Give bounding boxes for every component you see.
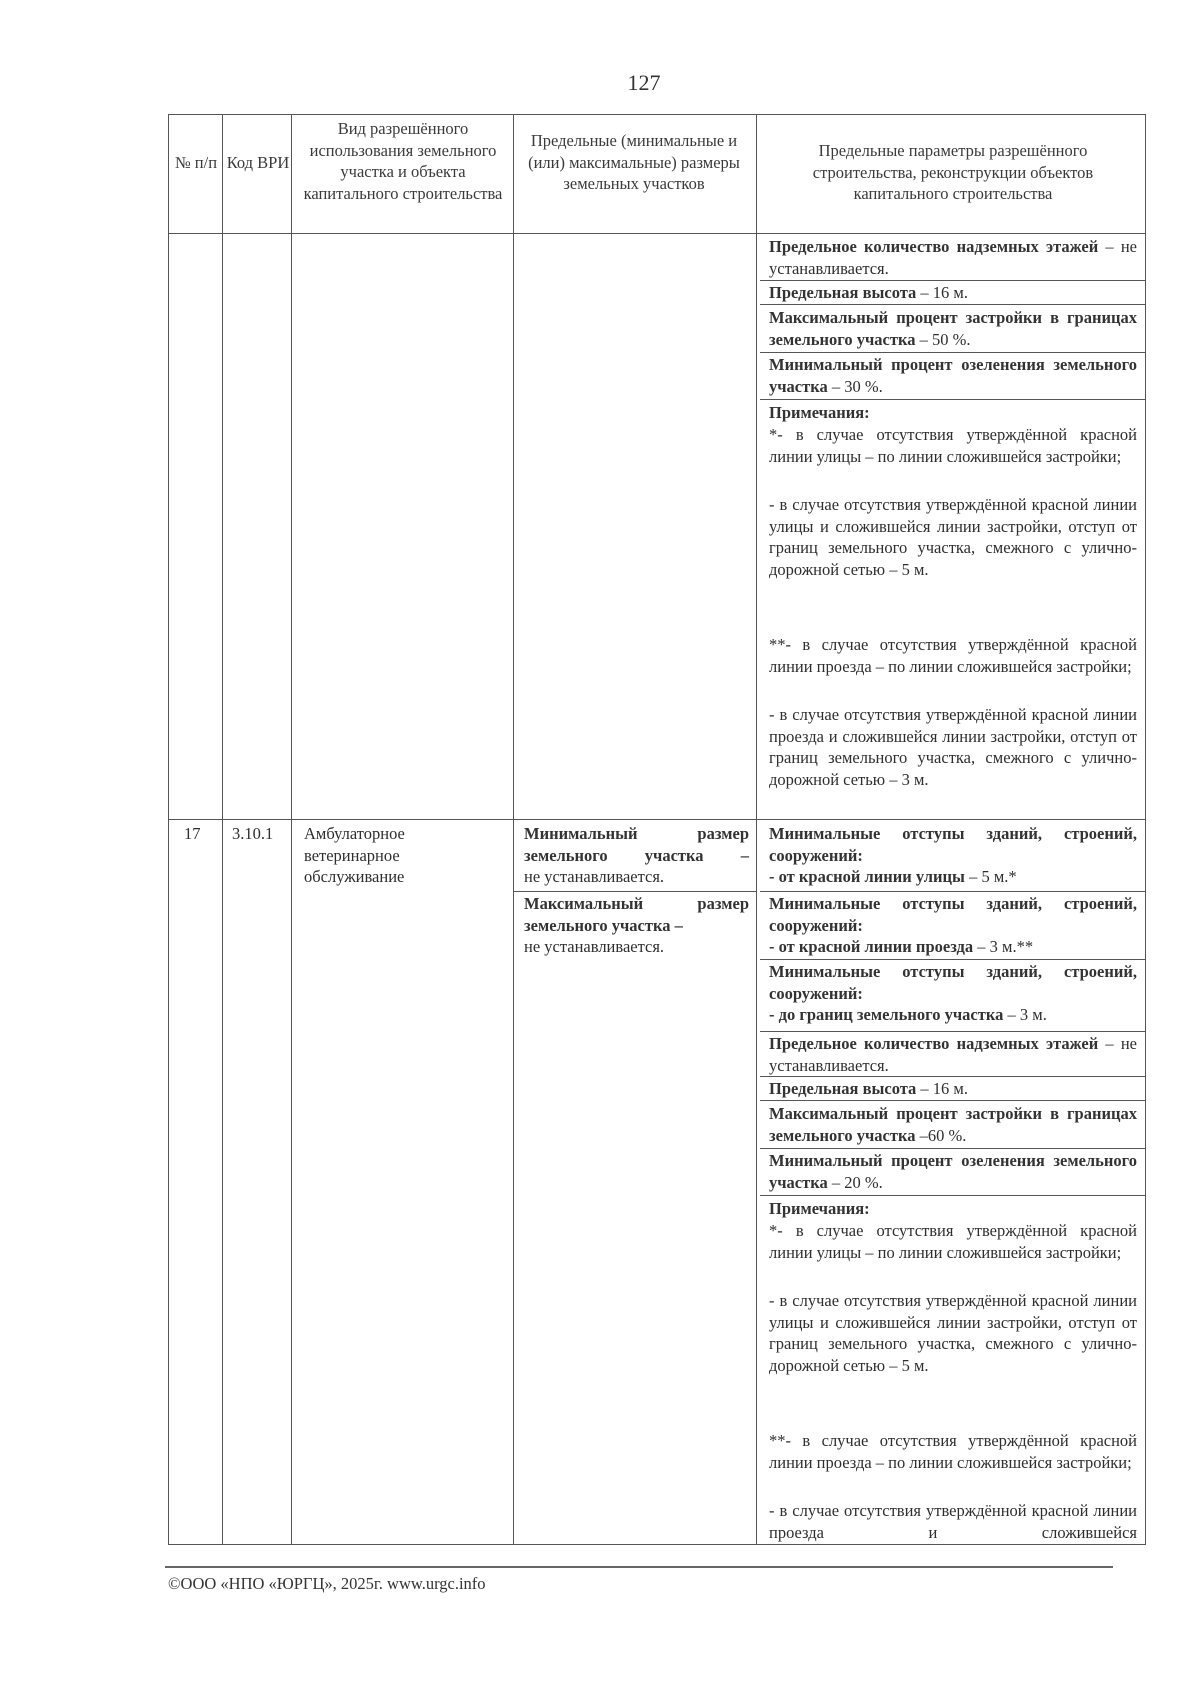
row17-code: 3.10.1 (232, 824, 274, 843)
cont-note-2: - в случае отсутствия утверждённой красной линии улицы и сложившейся линии застройки, отступ от границ земельного участка, смежного с улично-дорожной сетью – 5 м. (769, 495, 1137, 579)
row17-use: Амбулаторное ветеринарное обслуживание (304, 824, 405, 886)
row17-notes-title: Примечания: (769, 1199, 870, 1218)
header-plot-limits: Предельные (минимальные и (или) максимальные) размеры земельных участков (528, 131, 740, 193)
row17-green: Минимальный процент озеленения земельного участка – 20 %. (769, 1151, 1137, 1192)
cont-height: Предельная высота – 16 м. (769, 283, 968, 302)
row17-height: Предельная высота – 16 м. (769, 1079, 968, 1098)
row17-coverage: Максимальный процент застройки в границах земельного участка –60 %. (769, 1104, 1137, 1145)
row17-max-size: Максимальный размер земельного участка – не устанавливается. (524, 894, 749, 956)
row17-setback-driveway: Минимальные отступы зданий, строений, сооружений: - от красной линии проезда – 3 м.** (769, 894, 1137, 956)
cont-note-1: *- в случае отсутствия утверждённой красной линии улицы – по линии сложившейся застройки; (769, 425, 1137, 466)
header-build-limits: Предельные параметры разрешённого строительства, реконструкции объектов капитального строительства (812, 141, 1094, 203)
cont-note-3: **- в случае отсутствия утверждённой красной линии проезда – по линии сложившейся застройки; (769, 635, 1137, 676)
row17-num: 17 (184, 824, 201, 843)
row17-min-size: Минимальный размер земельного участка – не устанавливается. (524, 824, 749, 886)
cont-green: Минимальный процент озеленения земельного участка – 30 %. (769, 355, 1137, 396)
row17-note-4: - в случае отсутствия утверждённой красной линии проезда и сложившейся (769, 1501, 1137, 1542)
row17-note-3: **- в случае отсутствия утверждённой красной линии проезда – по линии сложившейся застройки; (769, 1431, 1137, 1472)
footer-rule (165, 1566, 1113, 1568)
row17-floors: Предельное количество надземных этажей – не устанавливается. (769, 1034, 1137, 1075)
cont-coverage: Максимальный процент застройки в границах земельного участка – 50 %. (769, 308, 1137, 349)
row17-setback-boundary: Минимальные отступы зданий, строений, сооружений: - до границ земельного участка – 3 м. (769, 962, 1137, 1024)
cont-note-4: - в случае отсутствия утверждённой красной линии проезда и сложившейся линии застройки, отступ от границ земельного участка, смежного с улично-дорожной сетью – 3 м. (769, 705, 1137, 789)
row17-setback-street: Минимальные отступы зданий, строений, сооружений: - от красной линии улицы – 5 м.* (769, 824, 1137, 886)
header-num: № п/п (174, 153, 218, 172)
row17-note-2: - в случае отсутствия утверждённой красной линии улицы и сложившейся линии застройки, отступ от границ земельного участка, смежного с улично-дорожной сетью – 5 м. (769, 1291, 1137, 1375)
cont-floors: Предельное количество надземных этажей – не устанавливается. (769, 237, 1137, 278)
cont-notes-title: Примечания: (769, 403, 870, 422)
page-number: 127 (627, 70, 661, 95)
row17-note-1: *- в случае отсутствия утверждённой красной линии улицы – по линии сложившейся застройки; (769, 1221, 1137, 1262)
header-code: Код ВРИ (226, 153, 290, 172)
footer-copyright: ©ООО «НПО «ЮРГЦ», 2025г. www.urgc.info (168, 1574, 486, 1593)
header-use: Вид разрешённого использования земельного участка и объекта капитального строительства (303, 119, 503, 203)
